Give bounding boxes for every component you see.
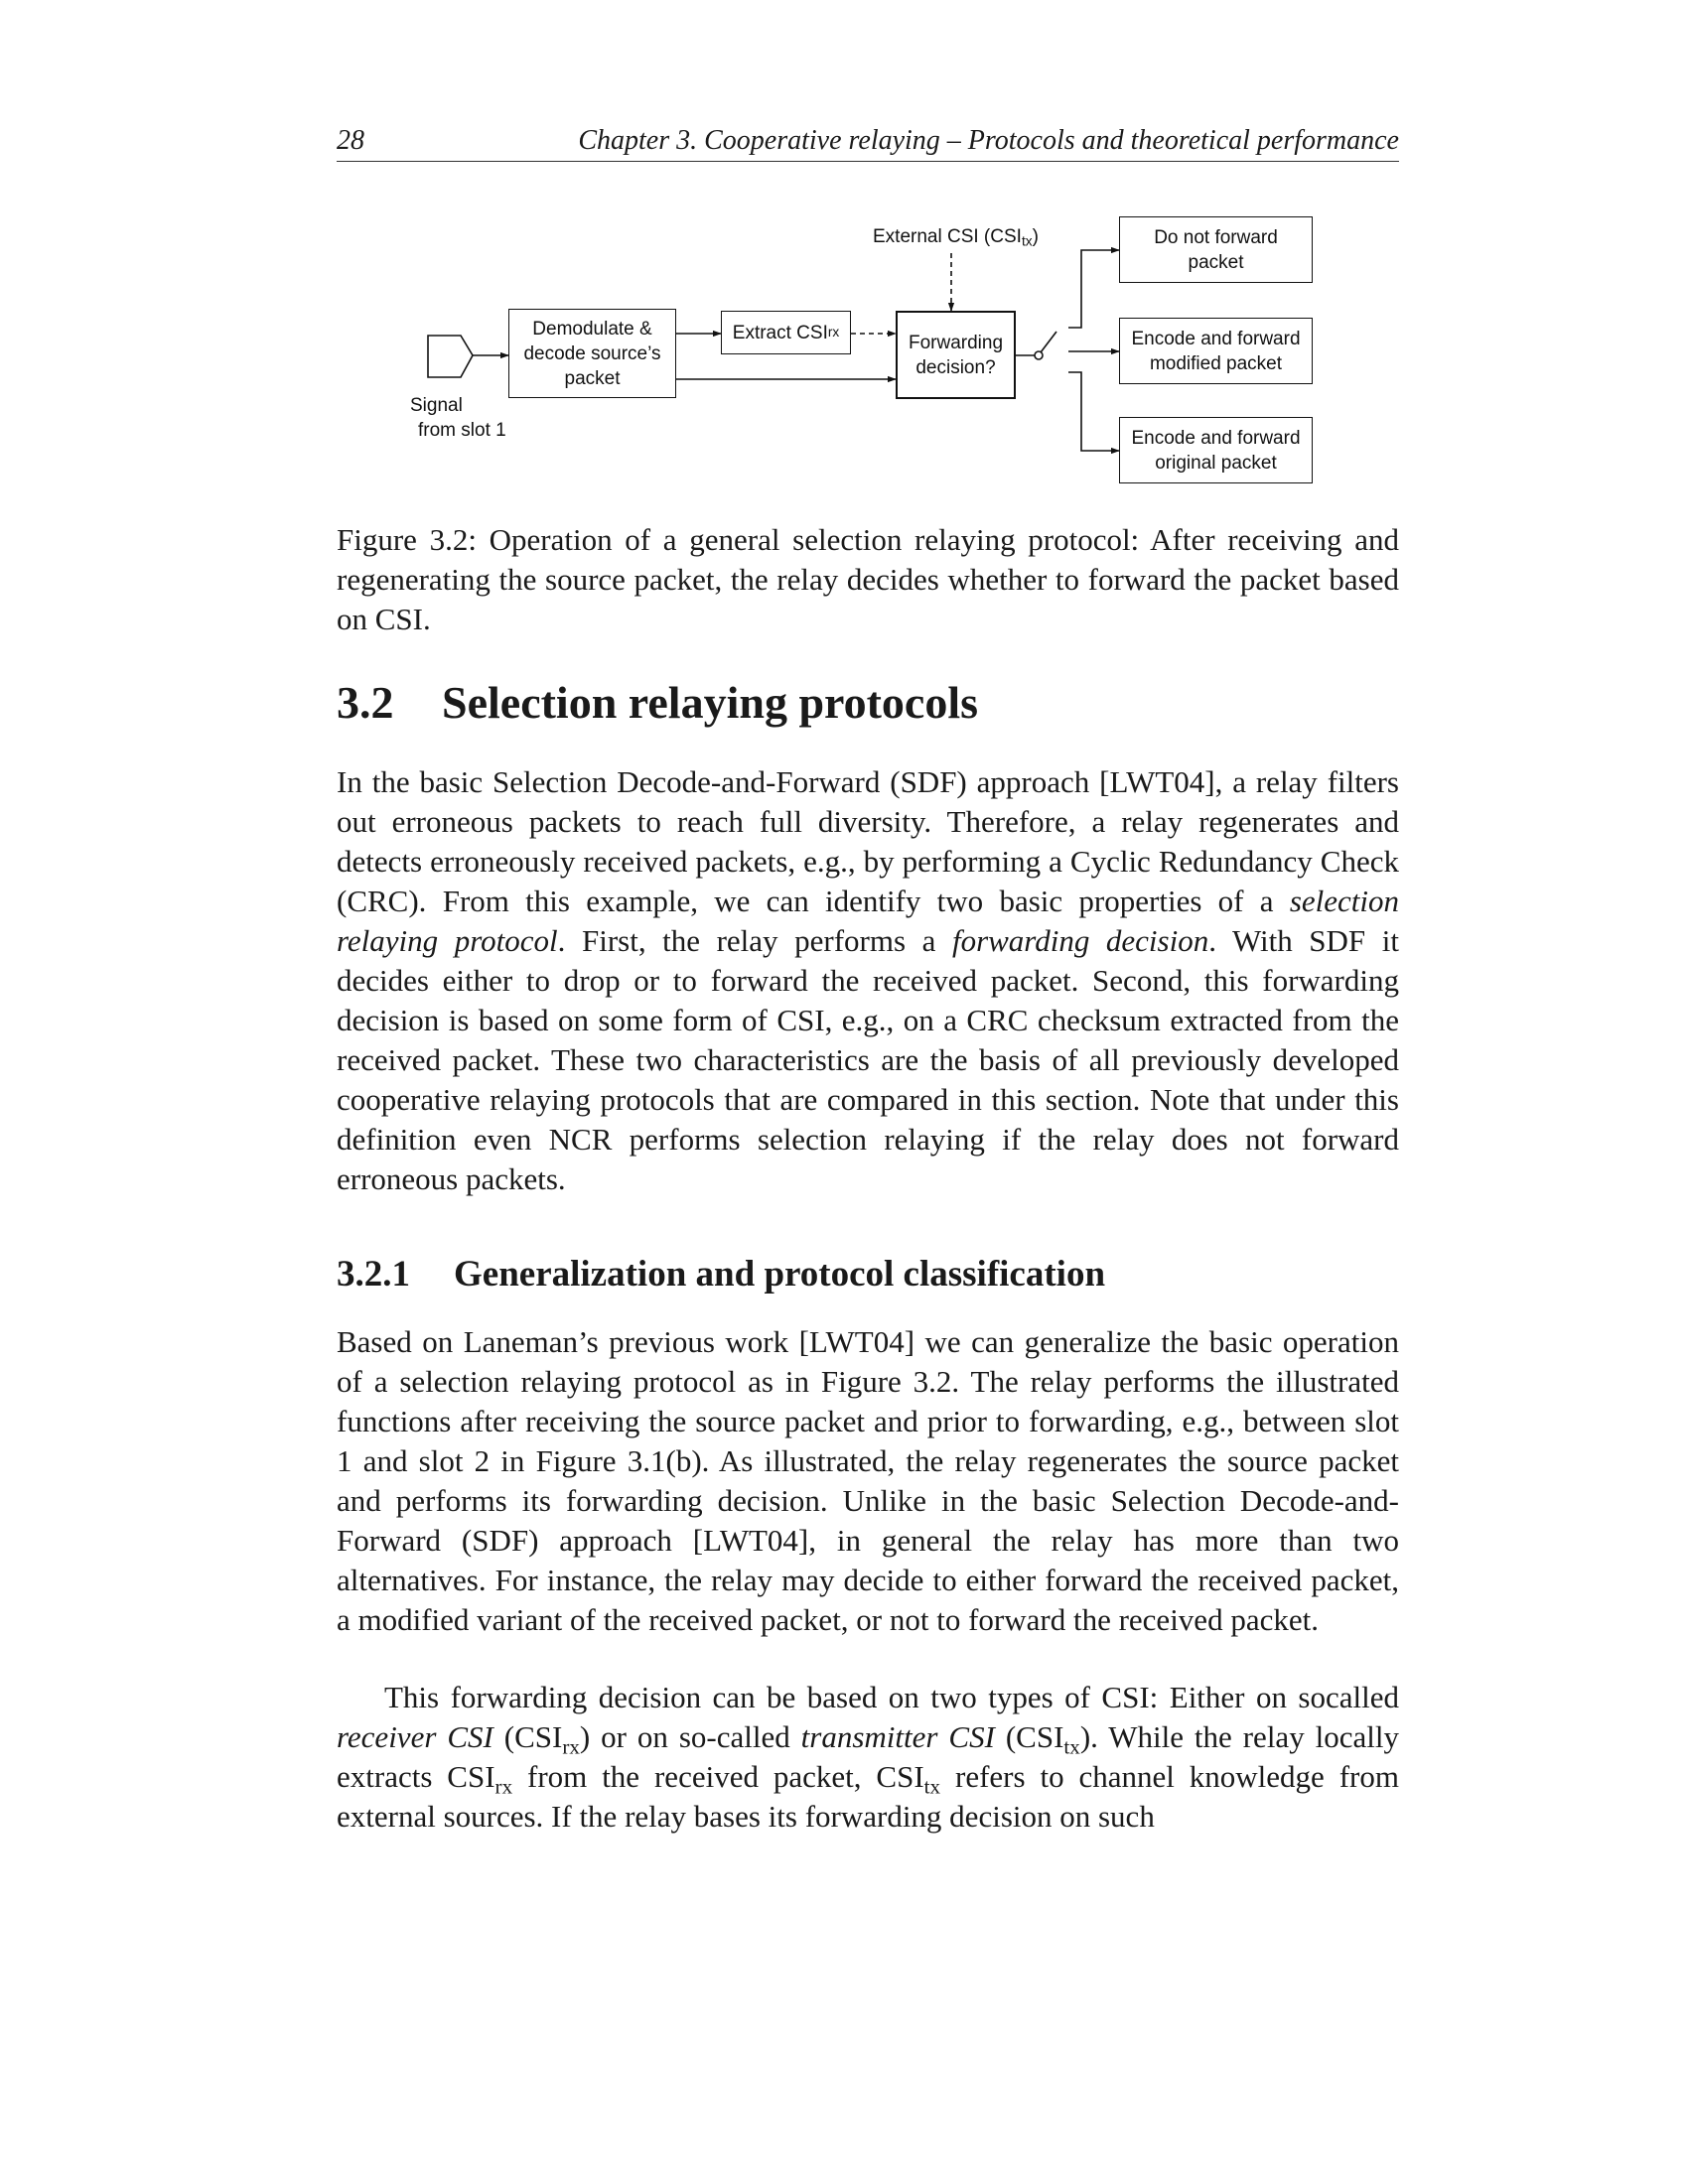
forwarding-decision-box: Forwarding decision? [896,311,1016,399]
chapter-title: Chapter 3. Cooperative relaying – Protocols and theoretical performance [578,125,1399,156]
branch-top [1068,250,1119,328]
page-number: 28 [337,125,364,156]
subsection-heading [337,1253,1105,1297]
subsection-number: 3.2.1 [337,1254,410,1295]
branch-bottom [1068,372,1119,451]
figure-3-2 [337,208,1399,496]
forward-original-box: Encode and forward original packet [1119,417,1313,483]
extract-csi-box: Extract CSI rx [721,311,851,354]
running-header [337,123,1399,162]
switch-lever [1041,332,1056,352]
figure-caption: Figure 3.2: Operation of a general selection relaying protocol: After receiving and regenerating the source packet, the relay decides whether to forward the packet based on CSI. [337,522,1399,636]
paragraph-csi-types: This forwarding decision can be based on two types of CSI: Either on socalled receiver CSI $(CSI_{rx})$ or on so-called transmitter CSI $(CSI_{tx})$. While the relay locally extracts $CSI_{rx}$ from the received packet, $CSI_{tx}$ refers to channel knowledge from external sources. If the relay bases its forwarding decision on such [337,1680,1399,1834]
paragraph-generalization: Based on Laneman’s previous work [LWT04] we can generalize the basic operation of a selection relaying protocol as in Figure 3.2. The relay performs the illustrated functions after receiving the source packet and prior to forwarding, e.g., between slot 1 and slot 2 in Figure 3.1(b). As illustrated, the relay regenerates the source packet and performs its forwarding decision. Unlike in the basic Selection Decode-and-Forward (SDF) approach [LWT04], in general the relay has more than two alternatives. For instance, the relay may decide to either forward the received packet, a modified variant of the received packet, or not to forward the received packet. [337,1324,1399,1637]
signal-label: Signal from slot 1 [410,395,506,441]
section-title: Selection relaying protocols [442,677,979,728]
paragraph-intro: In the basic Selection Decode-and-Forward (SDF) approach [LWT04], a relay filters out erroneous packets to reach full diversity. Therefore, a relay regenerates and detects erroneously received packets, e.g., by performing a Cyclic Redundancy Check (CRC). From this example, we can identify two basic properties of a selection relaying protocol. First, the relay performs a forwarding decision. With SDF it decides either to drop or to forward the received packet. Second, this forwarding decision is based on some form of CSI, e.g., on a CRC checksum extracted from the received packet. These two characteristics are the basis of all previously developed cooperative relaying protocols that are compared in this section. Note that under this definition even NCR performs selection relaying if the relay does not forward erroneous packets. [337,764,1399,1196]
signal-source-shape [428,336,473,377]
section-heading [337,677,978,729]
subsection-title: Generalization and protocol classification [454,1254,1106,1295]
external-csi-label: External CSI $(CSI_{tx})$ [873,226,1039,249]
do-not-forward-box: Do not forward packet [1119,216,1313,283]
section-number: 3.2 [337,677,394,728]
demodulate-box: Demodulate & decode source’s packet [508,309,676,398]
forward-modified-box: Encode and forward modified packet [1119,318,1313,384]
